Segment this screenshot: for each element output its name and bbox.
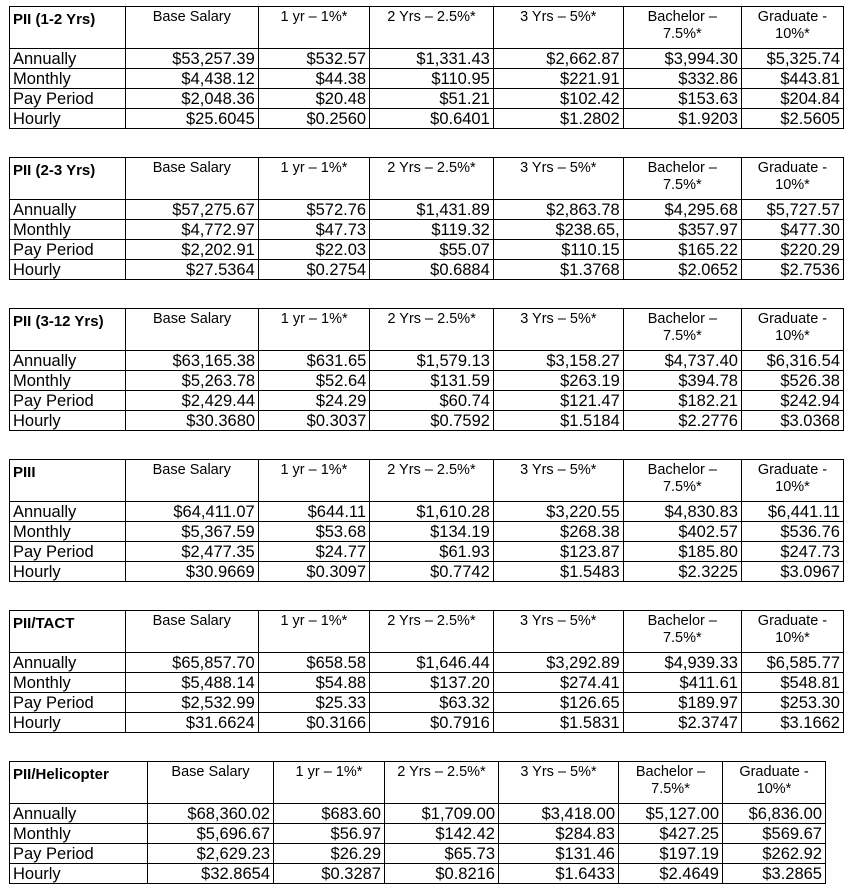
- table-cell: $6,585.77: [741, 653, 843, 673]
- table-row: [10, 371, 844, 391]
- column-header: Base Salary: [125, 611, 258, 653]
- table-row: [10, 713, 844, 733]
- column-header: Bachelor – 7.5%*: [623, 309, 741, 351]
- salary-table: [9, 761, 826, 884]
- table-cell: $153.63: [623, 89, 741, 109]
- table-cell: $47.73: [258, 220, 369, 240]
- table-cell: $2.3747: [623, 713, 741, 733]
- table-cell: $204.84: [741, 89, 843, 109]
- table-cell: $185.80: [623, 542, 741, 562]
- table-cell: $0.3037: [259, 411, 370, 431]
- table-cell: $3,994.30: [623, 49, 741, 69]
- column-header: 2 Yrs – 2.5%*: [370, 611, 494, 653]
- salary-table: [9, 610, 844, 733]
- table-row: [10, 824, 826, 844]
- table-cell: $55.07: [370, 240, 494, 260]
- table-cell: $532.57: [258, 49, 369, 69]
- table-cell: $572.76: [258, 200, 369, 220]
- row-label: Monthly: [10, 522, 126, 542]
- column-header: 1 yr – 1%*: [258, 460, 369, 502]
- row-label: Annually: [10, 502, 126, 522]
- table-cell: $24.29: [259, 391, 370, 411]
- table-cell: $2,202.91: [125, 240, 258, 260]
- table-cell: $1,331.43: [370, 49, 494, 69]
- table-cell: $357.97: [623, 220, 741, 240]
- column-header: 3 Yrs – 5%*: [493, 611, 623, 653]
- salary-table: [9, 308, 844, 431]
- table-cell: $658.58: [258, 653, 369, 673]
- table-cell: $24.77: [258, 542, 369, 562]
- row-label: Pay Period: [10, 542, 126, 562]
- table-cell: $332.86: [623, 69, 741, 89]
- table-cell: $61.93: [370, 542, 494, 562]
- table-cell: $22.03: [258, 240, 369, 260]
- table-cell: $121.47: [493, 391, 623, 411]
- column-header: Graduate - 10%*: [723, 762, 826, 804]
- table-cell: $126.65: [493, 693, 623, 713]
- table-cell: $253.30: [741, 693, 843, 713]
- row-label: Hourly: [10, 260, 126, 280]
- table-cell: $4,438.12: [125, 69, 258, 89]
- table-row: [10, 562, 844, 582]
- table-cell: $5,127.00: [619, 804, 723, 824]
- table-row: [10, 502, 844, 522]
- table-row: [10, 69, 844, 89]
- table-cell: $0.6401: [370, 109, 494, 129]
- column-header: Graduate - 10%*: [741, 158, 843, 200]
- column-header: Bachelor – 7.5%*: [623, 158, 741, 200]
- table-cell: $30.3680: [126, 411, 259, 431]
- table-cell: $221.91: [493, 69, 623, 89]
- table-cell: $1,579.13: [370, 351, 494, 371]
- column-header: 3 Yrs – 5%*: [493, 460, 623, 502]
- table-cell: $131.59: [370, 371, 494, 391]
- table-header-row: [10, 158, 844, 200]
- row-label: Hourly: [10, 109, 126, 129]
- column-header: 1 yr – 1%*: [258, 158, 369, 200]
- column-header: 2 Yrs – 2.5%*: [370, 158, 494, 200]
- table-cell: $477.30: [741, 220, 843, 240]
- column-header: Base Salary: [126, 309, 259, 351]
- table-cell: $2.4649: [619, 864, 723, 884]
- table-cell: $6,316.54: [741, 351, 843, 371]
- table-cell: $394.78: [623, 371, 741, 391]
- table-cell: $1,709.00: [385, 804, 499, 824]
- table-cell: $30.9669: [125, 562, 258, 582]
- table-cell: $5,696.67: [148, 824, 274, 844]
- column-header: Bachelor – 7.5%*: [623, 7, 741, 49]
- column-header: 2 Yrs – 2.5%*: [370, 460, 494, 502]
- table-row: [10, 220, 844, 240]
- table-row: [10, 200, 844, 220]
- table-cell: $4,772.97: [125, 220, 258, 240]
- table-cell: $131.46: [499, 844, 619, 864]
- table-cell: $6,836.00: [723, 804, 826, 824]
- table-cell: $1.5483: [493, 562, 623, 582]
- table-row: [10, 864, 826, 884]
- table-row: [10, 411, 844, 431]
- table-cell: $1,646.44: [370, 653, 494, 673]
- table-cell: $57,275.67: [125, 200, 258, 220]
- table-cell: $2,629.23: [148, 844, 274, 864]
- table-cell: $0.6884: [370, 260, 494, 280]
- column-header: Bachelor – 7.5%*: [619, 762, 723, 804]
- column-header: 3 Yrs – 5%*: [493, 158, 623, 200]
- column-header: Base Salary: [125, 158, 258, 200]
- table-cell: $268.38: [493, 522, 623, 542]
- table-cell: $247.73: [741, 542, 843, 562]
- row-label: Annually: [10, 200, 126, 220]
- row-label: Monthly: [10, 371, 126, 391]
- table-cell: $284.83: [499, 824, 619, 844]
- column-header: Graduate - 10%*: [741, 309, 843, 351]
- table-cell: $2,532.99: [125, 693, 258, 713]
- column-header: 1 yr – 1%*: [258, 611, 369, 653]
- table-cell: $60.74: [370, 391, 494, 411]
- table-row: [10, 653, 844, 673]
- table-cell: $1.5831: [493, 713, 623, 733]
- table-cell: $220.29: [741, 240, 843, 260]
- table-row: [10, 542, 844, 562]
- table-cell: $2,477.35: [125, 542, 258, 562]
- table-cell: $4,830.83: [623, 502, 741, 522]
- table-cell: $262.92: [723, 844, 826, 864]
- table-cell: $0.2754: [258, 260, 369, 280]
- table-cell: $4,295.68: [623, 200, 741, 220]
- table-cell: $2.0652: [623, 260, 741, 280]
- table-cell: $3,292.89: [493, 653, 623, 673]
- table-cell: $0.7592: [370, 411, 494, 431]
- table-cell: $102.42: [493, 89, 623, 109]
- row-label: Hourly: [10, 713, 126, 733]
- table-cell: $263.19: [493, 371, 623, 391]
- column-header: Graduate - 10%*: [741, 611, 843, 653]
- table-cell: $20.48: [258, 89, 369, 109]
- table-cell: $5,325.74: [741, 49, 843, 69]
- table-cell: $52.64: [259, 371, 370, 391]
- table-cell: $402.57: [623, 522, 741, 542]
- table-cell: $63,165.38: [126, 351, 259, 371]
- row-label: Pay Period: [10, 844, 148, 864]
- table-cell: $123.87: [493, 542, 623, 562]
- table-cell: $443.81: [741, 69, 843, 89]
- table-header-row: [10, 762, 826, 804]
- table-cell: $2,048.36: [125, 89, 258, 109]
- table-header-row: [10, 309, 844, 351]
- row-label: Annually: [10, 49, 126, 69]
- table-cell: $0.7916: [370, 713, 494, 733]
- table-cell: $2.2776: [623, 411, 741, 431]
- table-cell: $1.9203: [623, 109, 741, 129]
- row-label: Monthly: [10, 220, 126, 240]
- column-header: 2 Yrs – 2.5%*: [370, 7, 494, 49]
- column-header: Bachelor – 7.5%*: [623, 460, 741, 502]
- table-cell: $68,360.02: [148, 804, 274, 824]
- table-cell: $1.5184: [493, 411, 623, 431]
- row-label: Pay Period: [10, 391, 126, 411]
- table-cell: $63.32: [370, 693, 494, 713]
- row-label: Hourly: [10, 411, 126, 431]
- column-header: 1 yr – 1%*: [258, 7, 369, 49]
- table-title: PII (3-12 Yrs): [10, 309, 126, 351]
- table-cell: $64,411.07: [125, 502, 258, 522]
- table-cell: $65.73: [385, 844, 499, 864]
- table-row: [10, 260, 844, 280]
- column-header: Bachelor – 7.5%*: [623, 611, 741, 653]
- table-row: [10, 522, 844, 542]
- table-cell: $26.29: [274, 844, 385, 864]
- table-title: PII (1-2 Yrs): [10, 7, 126, 49]
- table-cell: $3,158.27: [493, 351, 623, 371]
- table-cell: $25.33: [258, 693, 369, 713]
- table-row: [10, 49, 844, 69]
- column-header: 2 Yrs – 2.5%*: [370, 309, 494, 351]
- table-cell: $54.88: [258, 673, 369, 693]
- table-cell: $25.6045: [125, 109, 258, 129]
- row-label: Pay Period: [10, 240, 126, 260]
- table-cell: $65,857.70: [125, 653, 258, 673]
- table-header-row: [10, 7, 844, 49]
- table-cell: $110.15: [493, 240, 623, 260]
- table-cell: $631.65: [259, 351, 370, 371]
- row-label: Monthly: [10, 824, 148, 844]
- row-label: Pay Period: [10, 89, 126, 109]
- table-row: [10, 391, 844, 411]
- table-cell: $0.7742: [370, 562, 494, 582]
- table-cell: $6,441.11: [741, 502, 843, 522]
- table-cell: $0.3287: [274, 864, 385, 884]
- table-cell: $4,737.40: [623, 351, 741, 371]
- table-cell: $110.95: [370, 69, 494, 89]
- table-cell: $1.6433: [499, 864, 619, 884]
- table-cell: $165.22: [623, 240, 741, 260]
- table-cell: $5,263.78: [126, 371, 259, 391]
- table-cell: $548.81: [741, 673, 843, 693]
- salary-table: [9, 157, 844, 280]
- table-cell: $411.61: [623, 673, 741, 693]
- table-cell: $3.0967: [741, 562, 843, 582]
- table-cell: $242.94: [741, 391, 843, 411]
- table-cell: $0.8216: [385, 864, 499, 884]
- table-cell: $536.76: [741, 522, 843, 542]
- table-cell: $427.25: [619, 824, 723, 844]
- table-cell: $2.7536: [741, 260, 843, 280]
- table-cell: $0.2560: [258, 109, 369, 129]
- column-header: Graduate - 10%*: [741, 7, 843, 49]
- table-cell: $56.97: [274, 824, 385, 844]
- table-cell: $3,418.00: [499, 804, 619, 824]
- salary-table: [9, 6, 844, 129]
- table-cell: $51.21: [370, 89, 494, 109]
- column-header: Base Salary: [125, 7, 258, 49]
- table-cell: $1.2802: [493, 109, 623, 129]
- table-cell: $5,727.57: [741, 200, 843, 220]
- table-cell: $32.8654: [148, 864, 274, 884]
- table-cell: $3,220.55: [493, 502, 623, 522]
- table-cell: $5,488.14: [125, 673, 258, 693]
- table-cell: $119.32: [370, 220, 494, 240]
- table-cell: $238.65,: [493, 220, 623, 240]
- row-label: Annually: [10, 351, 126, 371]
- table-cell: $134.19: [370, 522, 494, 542]
- table-cell: $189.97: [623, 693, 741, 713]
- column-header: 1 yr – 1%*: [274, 762, 385, 804]
- column-header: 3 Yrs – 5%*: [493, 7, 623, 49]
- row-label: Hourly: [10, 562, 126, 582]
- table-cell: $137.20: [370, 673, 494, 693]
- table-row: [10, 351, 844, 371]
- table-title: PII/Helicopter: [10, 762, 148, 804]
- table-cell: $5,367.59: [125, 522, 258, 542]
- column-header: 1 yr – 1%*: [259, 309, 370, 351]
- table-cell: $4,939.33: [623, 653, 741, 673]
- table-cell: $569.67: [723, 824, 826, 844]
- table-row: [10, 673, 844, 693]
- table-row: [10, 804, 826, 824]
- table-cell: $27.5364: [125, 260, 258, 280]
- table-cell: $2,429.44: [126, 391, 259, 411]
- table-row: [10, 89, 844, 109]
- row-label: Annually: [10, 653, 126, 673]
- salary-table: [9, 459, 844, 582]
- table-cell: $2.5605: [741, 109, 843, 129]
- column-header: 2 Yrs – 2.5%*: [385, 762, 499, 804]
- row-label: Pay Period: [10, 693, 126, 713]
- table-row: [10, 109, 844, 129]
- column-header: 3 Yrs – 5%*: [493, 309, 623, 351]
- column-header: 3 Yrs – 5%*: [499, 762, 619, 804]
- table-cell: $3.2865: [723, 864, 826, 884]
- table-cell: $44.38: [258, 69, 369, 89]
- table-row: [10, 240, 844, 260]
- table-header-row: [10, 611, 844, 653]
- table-cell: $3.1662: [741, 713, 843, 733]
- table-cell: $274.41: [493, 673, 623, 693]
- column-header: Graduate - 10%*: [741, 460, 843, 502]
- table-row: [10, 844, 826, 864]
- table-cell: $2.3225: [623, 562, 741, 582]
- table-cell: $53.68: [258, 522, 369, 542]
- row-label: Hourly: [10, 864, 148, 884]
- table-cell: $53,257.39: [125, 49, 258, 69]
- table-cell: $2,662.87: [493, 49, 623, 69]
- table-cell: $31.6624: [125, 713, 258, 733]
- table-cell: $0.3166: [258, 713, 369, 733]
- row-label: Annually: [10, 804, 148, 824]
- table-cell: $0.3097: [258, 562, 369, 582]
- row-label: Monthly: [10, 673, 126, 693]
- table-title: PIII: [10, 460, 126, 502]
- table-title: PII (2-3 Yrs): [10, 158, 126, 200]
- table-cell: $1.3768: [493, 260, 623, 280]
- table-cell: $644.11: [258, 502, 369, 522]
- table-cell: $197.19: [619, 844, 723, 864]
- table-cell: $683.60: [274, 804, 385, 824]
- table-row: [10, 693, 844, 713]
- table-cell: $142.42: [385, 824, 499, 844]
- table-cell: $1,610.28: [370, 502, 494, 522]
- table-header-row: [10, 460, 844, 502]
- table-cell: $3.0368: [741, 411, 843, 431]
- table-cell: $526.38: [741, 371, 843, 391]
- table-cell: $2,863.78: [493, 200, 623, 220]
- row-label: Monthly: [10, 69, 126, 89]
- column-header: Base Salary: [125, 460, 258, 502]
- table-title: PII/TACT: [10, 611, 126, 653]
- column-header: Base Salary: [148, 762, 274, 804]
- table-cell: $1,431.89: [370, 200, 494, 220]
- table-cell: $182.21: [623, 391, 741, 411]
